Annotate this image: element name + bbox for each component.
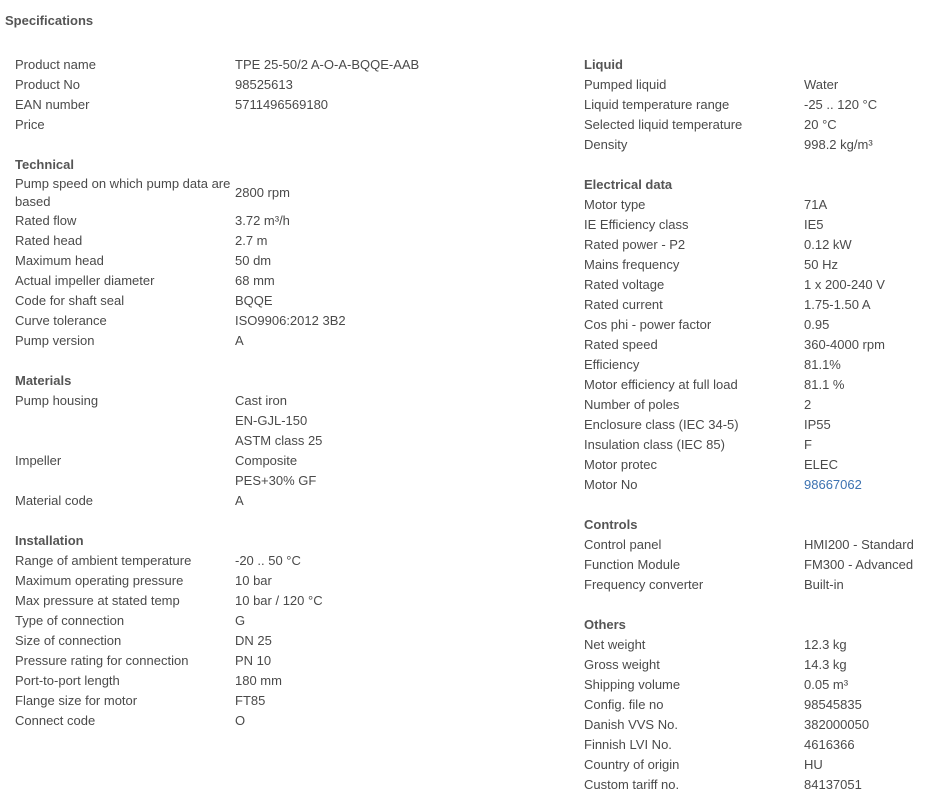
spec-value: A	[235, 493, 244, 508]
spec-row-product-name	[15, 55, 560, 75]
spec-value: 12.3 kg	[804, 637, 847, 652]
spec-value: IP55	[804, 417, 831, 432]
spec-value: A	[235, 333, 244, 348]
section-title-technical: Technical	[15, 157, 75, 172]
spec-label: Rated head	[15, 233, 83, 248]
spec-value: O	[235, 713, 246, 728]
spec-label: Gross weight	[584, 657, 660, 672]
spec-value: 2	[804, 397, 812, 412]
spec-label: Product name	[15, 57, 96, 72]
spec-label: Type of connection	[15, 613, 125, 628]
motor-no-link[interactable]: 98667062	[804, 477, 862, 492]
spec-value: 98545835	[804, 697, 862, 712]
spec-value: 4616366	[804, 737, 855, 752]
spec-label: Maximum operating pressure	[15, 573, 184, 588]
spec-row-max-pressure-stated-temp	[15, 591, 560, 611]
spec-label: Motor type	[584, 197, 646, 212]
spec-label: Impeller	[15, 453, 62, 468]
spec-label: Finnish LVI No.	[584, 737, 672, 752]
spec-label: Efficiency	[584, 357, 640, 372]
spec-label: Port-to-port length	[15, 673, 120, 688]
spec-label: Danish VVS No.	[584, 717, 678, 732]
spec-value: Built-in	[804, 577, 844, 592]
spec-label: Enclosure class (IEC 34-5)	[584, 417, 739, 432]
section-title-materials: Materials	[15, 373, 72, 388]
spec-row-material-code	[15, 491, 560, 511]
spec-label: Country of origin	[584, 757, 680, 772]
spec-row-connect-code	[15, 711, 560, 731]
spec-value: ELEC	[804, 457, 838, 472]
spec-label: Maximum head	[15, 253, 104, 268]
spec-row-pump-version	[15, 331, 560, 351]
spec-label: Price	[15, 117, 45, 132]
spec-value: FT85	[235, 693, 266, 708]
spec-value: DN 25	[235, 633, 272, 648]
spec-row-country-of-origin	[584, 755, 929, 775]
spec-row-control-panel	[584, 535, 929, 555]
spec-row-rated-head	[15, 231, 560, 251]
spec-label: Motor No	[584, 477, 638, 492]
spec-value: 81.1 %	[804, 377, 845, 392]
spec-label: IE Efficiency class	[584, 217, 689, 232]
spec-value: FM300 - Advanced	[804, 557, 914, 572]
spec-row-motor-no	[584, 475, 929, 495]
spec-row-gross-weight	[584, 655, 929, 675]
spec-label: Curve tolerance	[15, 313, 107, 328]
spec-row-flange-size	[15, 691, 560, 711]
spec-value: HU	[804, 757, 823, 772]
spec-label: Rated voltage	[584, 277, 665, 292]
spec-label: Pump version	[15, 333, 95, 348]
spec-value: 81.1%	[804, 357, 841, 372]
spec-row-function-module	[584, 555, 929, 575]
spec-value: PES+30% GF	[235, 473, 317, 488]
spec-label: Size of connection	[15, 633, 122, 648]
spec-value: 382000050	[804, 717, 870, 732]
spec-value: HMI200 - Standard	[804, 537, 914, 552]
spec-label: Pressure rating for connection	[15, 653, 189, 668]
spec-value: 68 mm	[235, 273, 275, 288]
spec-label: Connect code	[15, 713, 96, 728]
spec-value: G	[235, 613, 246, 628]
section-title-electrical: Electrical data	[584, 177, 673, 192]
spec-row-danish-vvs	[584, 715, 929, 735]
spec-label: Max pressure at stated temp	[15, 593, 180, 608]
spec-row-rated-speed	[584, 335, 929, 355]
spec-row-price	[15, 115, 560, 135]
spec-row-config-file-no	[584, 695, 929, 715]
spec-row-curve-tolerance	[15, 311, 560, 331]
spec-value: 98525613	[235, 77, 293, 92]
spec-label: Range of ambient temperature	[15, 553, 192, 568]
spec-row-net-weight	[584, 635, 929, 655]
spec-row-rated-flow	[15, 211, 560, 231]
spec-row-rated-voltage	[584, 275, 929, 295]
spec-value: 2.7 m	[235, 233, 268, 248]
spec-value: Composite	[235, 453, 298, 468]
spec-value: TPE 25-50/2 A-O-A-BQQE-AAB	[235, 57, 420, 72]
spec-value: 3.72 m³/h	[235, 213, 290, 228]
spec-row-density	[584, 135, 929, 155]
spec-value: 1.75-1.50 A	[804, 297, 871, 312]
page-title: Specifications	[5, 13, 94, 28]
spec-label: Insulation class (IEC 85)	[584, 437, 725, 452]
spec-label: Number of poles	[584, 397, 680, 412]
spec-label: Actual impeller diameter	[15, 273, 155, 288]
spec-label: Mains frequency	[584, 257, 680, 272]
spec-row-pump-housing	[15, 391, 560, 451]
spec-row-ambient-temp	[15, 551, 560, 571]
spec-value: EN-GJL-150	[235, 413, 308, 428]
spec-row-pump-speed	[15, 175, 560, 211]
spec-label: Pump speed on which pump data are based	[15, 176, 231, 209]
spec-label: Custom tariff no.	[584, 777, 680, 792]
spec-label: Selected liquid temperature	[584, 117, 743, 132]
spec-label: Motor protec	[584, 457, 657, 472]
spec-value: 10 bar	[235, 573, 272, 588]
spec-label: Density	[584, 137, 628, 152]
spec-value-list	[235, 451, 316, 491]
spec-label: Control panel	[584, 537, 662, 552]
spec-row-motor-protec	[584, 455, 929, 475]
spec-label: Rated flow	[15, 213, 77, 228]
spec-value: 0.12 kW	[804, 237, 852, 252]
spec-value: 2800 rpm	[235, 185, 290, 200]
spec-label: Motor efficiency at full load	[584, 377, 738, 392]
spec-label: Liquid temperature range	[584, 97, 730, 112]
spec-row-motor-efficiency-full-load	[584, 375, 929, 395]
spec-value: PN 10	[235, 653, 272, 668]
spec-value: Cast iron	[235, 393, 288, 408]
spec-value: 20 °C	[804, 117, 837, 132]
spec-value: Water	[804, 77, 839, 92]
spec-label: Code for shaft seal	[15, 293, 125, 308]
spec-value: 360-4000 rpm	[804, 337, 885, 352]
section-title-controls: Controls	[584, 517, 638, 532]
spec-label: Shipping volume	[584, 677, 681, 692]
spec-row-mains-frequency	[584, 255, 929, 275]
spec-label: Frequency converter	[584, 577, 704, 592]
spec-value: 10 bar / 120 °C	[235, 593, 323, 608]
spec-value: 50 Hz	[804, 257, 838, 272]
spec-value: 0.05 m³	[804, 677, 849, 692]
spec-row-port-to-port-length	[15, 671, 560, 691]
spec-row-impeller-diameter	[15, 271, 560, 291]
spec-label: Config. file no	[584, 697, 664, 712]
section-title-liquid: Liquid	[584, 57, 623, 72]
spec-value: 0.95	[804, 317, 830, 332]
right-spec-column	[584, 55, 929, 795]
spec-value: ISO9906:2012 3B2	[235, 313, 346, 328]
spec-value: 1 x 200-240 V	[804, 277, 885, 292]
spec-row-ean	[15, 95, 560, 115]
section-title-installation: Installation	[15, 533, 84, 548]
spec-value: ASTM class 25	[235, 433, 323, 448]
spec-row-custom-tariff	[584, 775, 929, 795]
spec-row-shipping-volume	[584, 675, 929, 695]
spec-value: 180 mm	[235, 673, 282, 688]
spec-label: Pumped liquid	[584, 77, 667, 92]
section-title-others: Others	[584, 617, 626, 632]
spec-row-shaft-seal	[15, 291, 560, 311]
spec-value: F	[804, 437, 812, 452]
spec-label: Flange size for motor	[15, 693, 138, 708]
spec-value: -20 .. 50 °C	[235, 553, 301, 568]
left-spec-column	[15, 55, 560, 731]
spec-row-impeller	[15, 451, 560, 491]
spec-row-product-no	[15, 75, 560, 95]
spec-label: Function Module	[584, 557, 681, 572]
spec-value: 5711496569180	[235, 97, 329, 112]
spec-row-size-of-connection	[15, 631, 560, 651]
spec-label: Pump housing	[15, 393, 99, 408]
spec-row-type-of-connection	[15, 611, 560, 631]
spec-label: Product No	[15, 77, 81, 92]
spec-value: 84137051	[804, 777, 862, 792]
spec-row-pumped-liquid	[584, 75, 929, 95]
spec-value: -25 .. 120 °C	[804, 97, 878, 112]
spec-row-max-operating-pressure	[15, 571, 560, 591]
spec-row-liquid-temp-range	[584, 95, 929, 115]
spec-value: 998.2 kg/m³	[804, 137, 873, 152]
spec-label: Net weight	[584, 637, 646, 652]
spec-row-ie-efficiency	[584, 215, 929, 235]
spec-label: Cos phi - power factor	[584, 317, 712, 332]
spec-value: 14.3 kg	[804, 657, 847, 672]
spec-label: Rated power - P2	[584, 237, 686, 252]
spec-row-selected-liquid-temp	[584, 115, 929, 135]
spec-row-motor-type	[584, 195, 929, 215]
spec-row-cos-phi	[584, 315, 929, 335]
spec-row-insulation-class	[584, 435, 929, 455]
spec-value: IE5	[804, 217, 824, 232]
spec-row-number-of-poles	[584, 395, 929, 415]
spec-row-frequency-converter	[584, 575, 929, 595]
spec-label: EAN number	[15, 97, 90, 112]
spec-row-efficiency	[584, 355, 929, 375]
spec-row-maximum-head	[15, 251, 560, 271]
spec-row-pressure-rating	[15, 651, 560, 671]
spec-value-list	[235, 391, 322, 451]
spec-value: BQQE	[235, 293, 273, 308]
spec-row-rated-power	[584, 235, 929, 255]
spec-label: Material code	[15, 493, 94, 508]
spec-row-enclosure-class	[584, 415, 929, 435]
spec-label: Rated speed	[584, 337, 658, 352]
spec-row-finnish-lvi	[584, 735, 929, 755]
spec-row-rated-current	[584, 295, 929, 315]
spec-label: Rated current	[584, 297, 663, 312]
spec-value: 50 dm	[235, 253, 272, 268]
spec-value: 71A	[804, 197, 828, 212]
